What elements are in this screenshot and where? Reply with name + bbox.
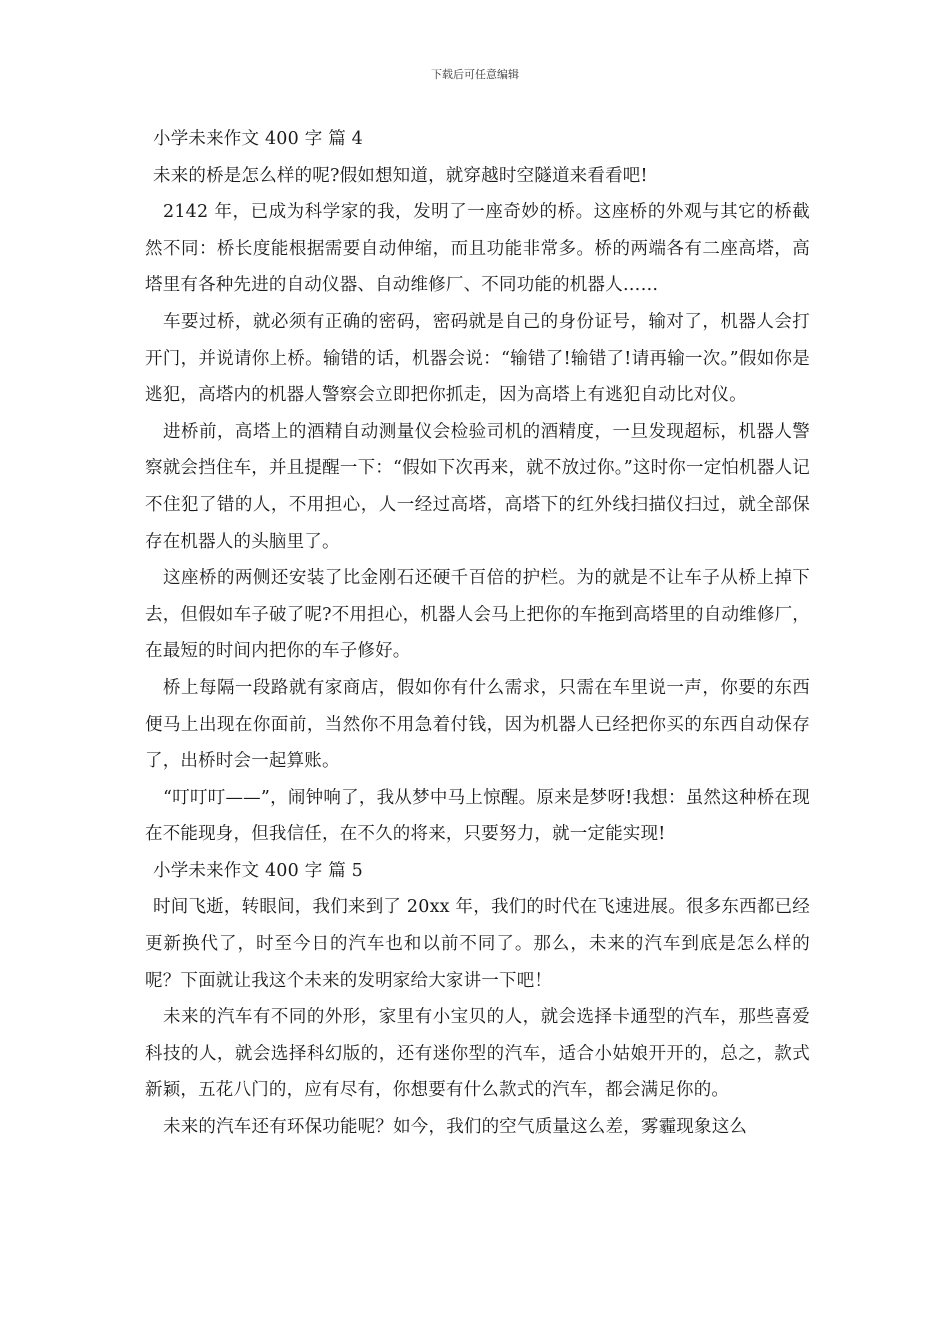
paragraph: 2142 年，已成为科学家的我，发明了一座奇妙的桥。这座桥的外观与其它的桥截然不同：桥长度能根据需要自动伸缩，而且功能非常多。桥的两端各有二座高塔，高塔里有各种先进的自动仪器、自动维修厂、不同功能的机器人…… <box>145 202 810 296</box>
paragraph: 未来的桥是怎么样的呢?假如想知道，就穿越时空隧道来看看吧! <box>153 165 648 186</box>
paragraph: “叮叮叮——”，闹钟响了，我从梦中马上惊醒。原来是梦呀!我想：虽然这种桥在现在不能现身，但我信任，在不久的将来，只要努力，就一定能实现! <box>145 787 810 845</box>
section-title: 小学未来作文 400 字 篇 4 <box>153 129 363 149</box>
paragraph: 车要过桥，就必须有正确的密码，密码就是自己的身份证号，输对了，机器人会打开门，并说请你上桥。输错的话，机器会说：“输错了!输错了!请再输一次。”假如你是逃犯，高塔内的机器人警察会立即把你抓走，因为高塔上有逃犯自动比对仪。 <box>145 311 810 406</box>
paragraph: 桥上每隔一段路就有家商店，假如你有什么需求，只需在车里说一声，你要的东西便马上出现在你面前，当然你不用急着付钱，因为机器人已经把你买的东西自动保存了，出桥时会一起算账。 <box>145 677 810 772</box>
paragraph: 时间飞逝，转眼间，我们来到了 20xx 年，我们的时代在飞速进展。很多东西都已经更新换代了，时至今日的汽车也和以前不同了。那么，未来的汽车到底是怎么样的呢？下面就让我这个未来的发明家给大家讲一下吧！ <box>145 897 810 991</box>
paragraph: 这座桥的两侧还安装了比金刚石还硬千百倍的护栏。为的就是不让车子从桥上掉下去，但假如车子破了呢?不用担心，机器人会马上把你的车拖到高塔里的自动维修厂，在最短的时间内把你的车子修好。 <box>145 568 810 662</box>
document-body <box>145 121 810 1146</box>
section-title: 小学未来作文 400 字 篇 5 <box>153 860 363 881</box>
paragraph: 未来的汽车还有环保功能呢？如今，我们的空气质量这么差，雾霾现象这么 <box>163 1117 748 1138</box>
paragraph: 未来的汽车有不同的外形，家里有小宝贝的人，就会选择卡通型的汽车，那些喜爱科技的人，就会选择科幻版的，还有迷你型的汽车，适合小姑娘开开的，总之，款式新颖，五花八门的，应有尽有，你想要有什么款式的汽车，都会满足你的。 <box>145 1007 810 1101</box>
paragraph: 进桥前，高塔上的酒精自动测量仪会检验司机的酒精度，一旦发现超标，机器人警察就会挡住车，并且提醒一下：“假如下次再来，就不放过你。”这时你一定怕机器人记不住犯了错的人，不用担心，人一经过高塔，高塔下的红外线扫描仪扫过，就全部保存在机器人的头脑里了。 <box>145 421 810 552</box>
page-header: 下载后可任意编辑 <box>431 68 519 81</box>
